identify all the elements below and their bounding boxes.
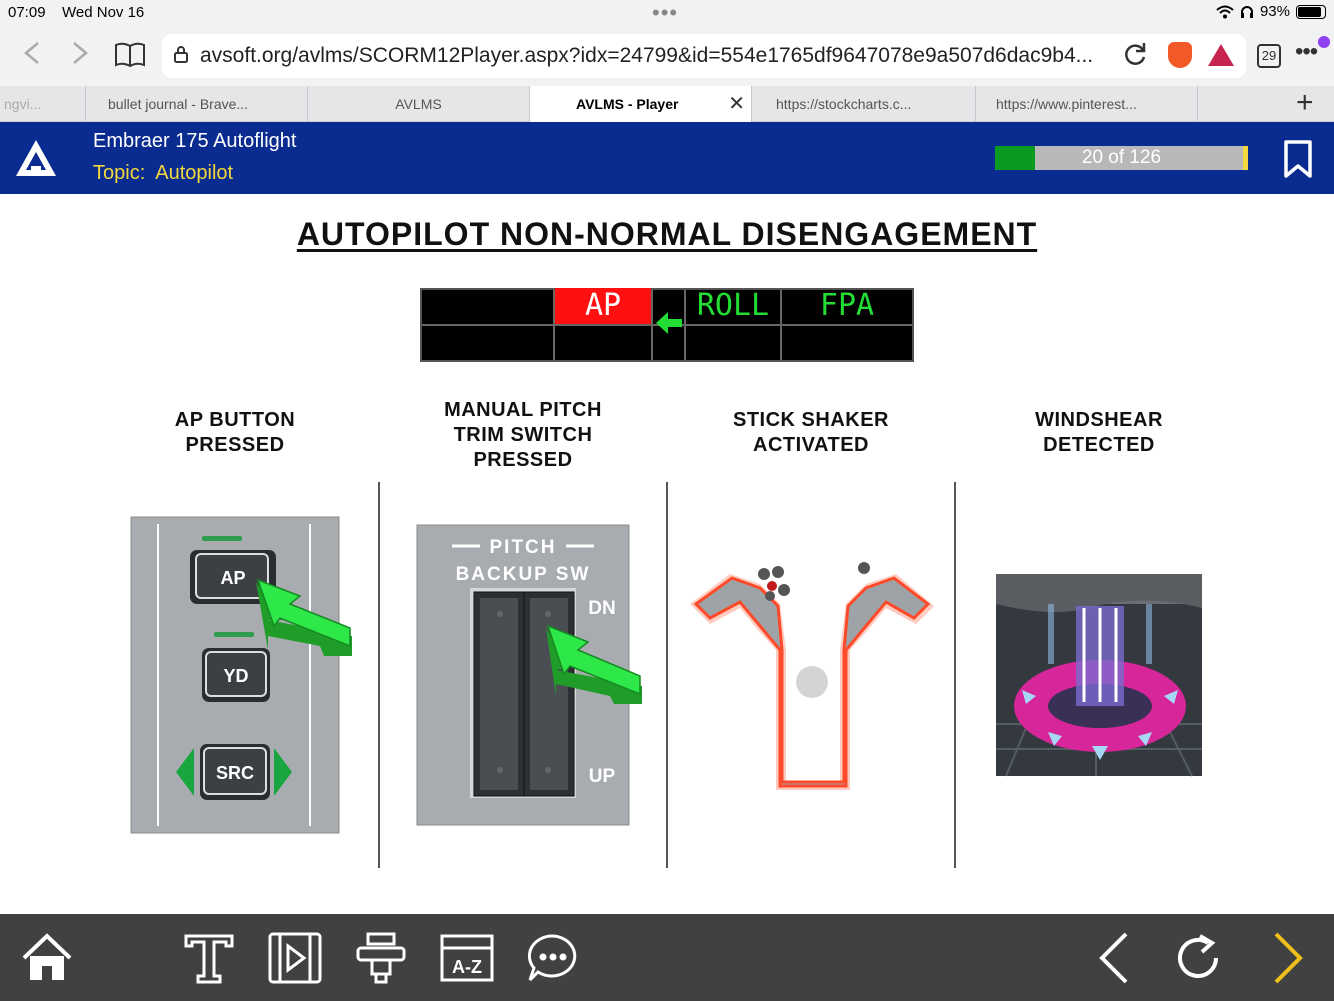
status-bar [0, 0, 1334, 26]
caption-line: PRESSED [185, 434, 285, 456]
pitch-label: PITCH [489, 537, 557, 558]
notification-dot [1318, 36, 1330, 48]
caption-stick-shaker [691, 408, 931, 458]
tab-label: AVLMS - Player [576, 96, 679, 112]
status-date: Wed Nov 16 [62, 4, 145, 21]
previous-slide-chevron-icon[interactable] [1088, 930, 1146, 986]
ap-button-panel-illustration [130, 516, 360, 836]
multitask-dots-icon[interactable]: ••• [652, 0, 679, 25]
brave-shields-icon[interactable] [1168, 42, 1192, 68]
dn-label: DN [588, 598, 616, 619]
slide-content [0, 194, 1334, 914]
tab-label: bullet journal - Brave... [108, 96, 249, 112]
caption-line: TRIM SWITCH [453, 424, 593, 446]
caption-line: STICK SHAKER [732, 409, 889, 431]
tab-label: https://stockcharts.c... [776, 96, 912, 112]
topic-value: Autopilot [155, 162, 234, 184]
tab-item[interactable] [0, 86, 86, 122]
tab-item[interactable] [308, 86, 530, 122]
glossary-az-icon[interactable] [438, 930, 496, 986]
more-menu-icon[interactable]: ••• [1295, 38, 1318, 65]
back-arrow-icon[interactable] [22, 40, 42, 66]
panel-divider [378, 482, 380, 868]
tab-item[interactable] [752, 86, 976, 122]
tab-item-active[interactable] [530, 86, 752, 122]
progress-bar [995, 146, 1248, 170]
url-text[interactable]: avsoft.org/avlms/SCORM12Player.aspx?idx=24799&id=554e1765df9647078e9a507d6dac9b4... [200, 44, 1094, 67]
caption-line: DETECTED [1043, 434, 1155, 456]
tab-label: AVLMS [395, 96, 442, 112]
green-arrow-left-icon [654, 308, 684, 338]
replay-icon[interactable] [1170, 930, 1228, 986]
tab-strip [0, 86, 1334, 122]
fma-ap-annunciator: AP [555, 288, 651, 324]
battery-icon [1296, 5, 1326, 19]
caption-line: ACTIVATED [753, 434, 869, 456]
status-time: 07:09 [8, 4, 46, 21]
slide-title-text: AUTOPILOT NON-NORMAL DISENGAGEMENT [296, 216, 1038, 252]
brave-rewards-icon[interactable] [1208, 44, 1234, 66]
text-transcript-icon[interactable] [180, 930, 238, 986]
tab-item[interactable] [86, 86, 308, 122]
caption-pitch-trim [403, 398, 643, 473]
lock-icon [174, 45, 188, 63]
avsoft-logo-icon [14, 138, 58, 178]
new-tab-plus-icon[interactable]: + [1296, 86, 1314, 119]
panel-divider [954, 482, 956, 868]
svg-text:A-Z: A-Z [452, 957, 482, 977]
close-tab-icon[interactable]: ✕ [728, 93, 745, 115]
tab-label: ngvi... [4, 96, 42, 112]
chat-comments-icon[interactable] [524, 930, 582, 986]
up-label: UP [588, 766, 616, 787]
battery-percent: 93% [1259, 3, 1290, 20]
cockpit-panel-icon[interactable] [352, 930, 410, 986]
backup-sw-label: BACKUP SW [455, 564, 591, 585]
caption-line: PRESSED [473, 449, 573, 471]
caption-line: AP BUTTON [174, 409, 296, 431]
home-icon[interactable] [18, 930, 76, 986]
progress-text: 20 of 126 [1081, 147, 1162, 168]
ap-key-label: AP [220, 568, 246, 588]
forward-arrow-icon[interactable] [70, 40, 90, 66]
tab-count-button[interactable]: 29 [1257, 44, 1281, 68]
fma-fpa-mode: FPA [819, 288, 875, 323]
video-player-icon[interactable] [266, 930, 324, 986]
panel-divider [666, 482, 668, 868]
course-title: Embraer 175 Autoflight [93, 130, 297, 152]
src-key-label: SRC [215, 763, 255, 783]
topic-line [93, 162, 233, 185]
fma-display [420, 288, 914, 362]
course-header [0, 122, 1334, 194]
yd-key-label: YD [223, 666, 249, 686]
topic-label: Topic: [93, 162, 146, 184]
windshear-microburst-illustration [996, 574, 1204, 778]
fma-roll-mode: ROLL [696, 288, 770, 323]
slide-title [0, 216, 1334, 253]
stick-shaker-yoke-illustration [680, 554, 942, 804]
player-toolbar [0, 914, 1334, 1001]
caption-line: WINDSHEAR [1035, 409, 1163, 431]
tab-item[interactable] [976, 86, 1198, 122]
headphones-icon [1240, 5, 1254, 19]
caption-line: MANUAL PITCH [444, 399, 602, 421]
bookmarks-book-icon[interactable] [114, 42, 146, 68]
caption-windshear [979, 408, 1219, 458]
bookmark-icon[interactable] [1282, 140, 1314, 178]
reload-icon[interactable] [1122, 40, 1148, 68]
tab-label: https://www.pinterest... [996, 96, 1137, 112]
pitch-backup-switch-illustration [416, 524, 646, 828]
address-bar[interactable] [162, 34, 1246, 78]
wifi-icon [1216, 5, 1234, 19]
next-slide-chevron-icon[interactable] [1258, 930, 1316, 986]
browser-toolbar [0, 26, 1334, 86]
caption-ap-button [115, 408, 355, 458]
